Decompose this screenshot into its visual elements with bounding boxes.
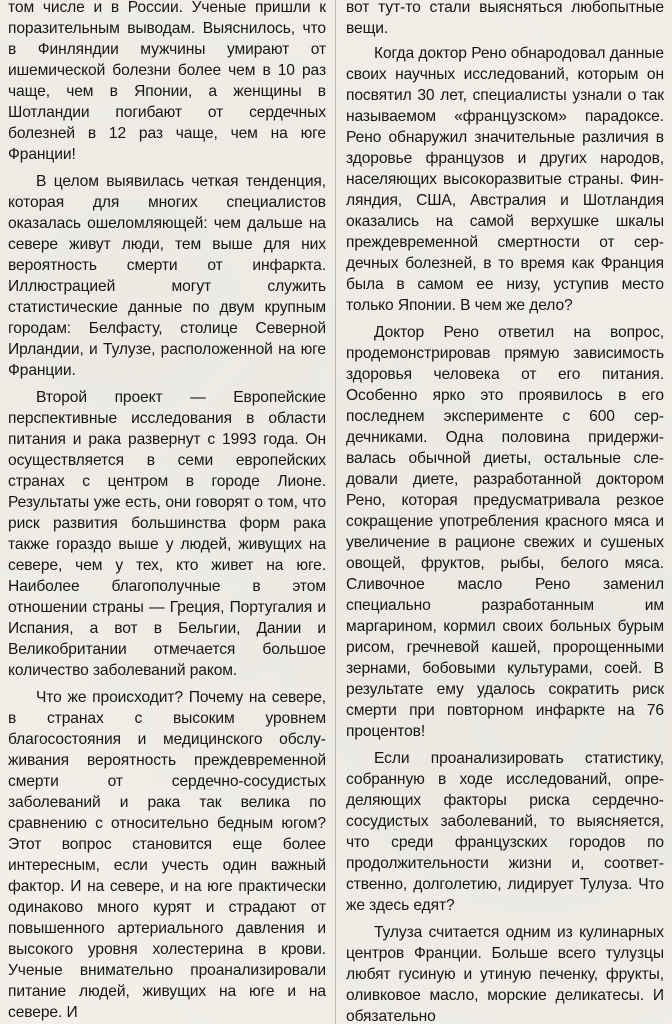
paragraph: Когда доктор Рено обнародовал данные своих научных исследований, которым он посвятил 30 лет, специалисты узнали о так называемом «французском» парадоксе. Рено обнаружил значительные различия в здоровье французов и других народов, населяющих высокоразвитые страны. Финляндия, США, Австралия и Шотландия оказались на самой верхушке шкалы преждевременной смертности от сердечных болезней, в то время как Франция была в самом ее низу, уступив место только Японии. В чем же дело? [346,45,664,314]
paragraph: Доктор Рено ответил на вопрос, продемонстрировав прямую зависимость здоровья человека от его питания. Особенно ярко это проявилось в его последнем эксперименте с 600 сердечниками. Одна половина придерживалась обычной диеты, остальные следовали диете, разработанной доктором Рено, которая предусматривала резкое сокращение употребления красного мяса и увеличение в рационе свежих и сушеных овощей, фруктов, рыбы, белого мяса. Сливочное масло Рено заменил специально разработанным им маргарином, кормил своих больных бурым рисом, гречневой кашей, пророщенными зернами, бобовыми культурами, соей. В результате ему удалось сократить риск смерти при повторном инфаркте на 76 процентов! [346,324,664,740]
paragraph: В целом выявилась четкая тенденция, которая для многих специалистов оказалась ошеломляющей: чем дальше на севере живут люди, тем выше для них вероятность смерти от инфаркта. Иллюстрацией могут служить статистические данные по двум крупным городам: Белфасту, столице Северной Ирландии, и Тулузе, расположенной на юге Франции. [8,173,326,379]
paragraph: Что же происходит? Почему на севере, в странах с высоким уровнем благосостояния и медицинского обслуживания вероятность преждевременной смерти от сердечно-сосудистых заболеваний и рака так велика по сравнению с относительно бедным югом? Этот вопрос становится еще более интересным, если учесть один важный фактор. И на севере, и на юге практически одинаково много курят и страдают от повышенного артериального давления и высокого уровня холестерина в крови. Ученые внимательно проанализировали питание людей, живущих на юге и на севере. И [8,689,326,1021]
paragraph: Тулуза считается одним из кулинарных центров Франции. Больше всего тулузцы любят гусиную и утиную печенку, фрукты, оливковое масло, морские деликатесы. И обязательно [346,924,664,1024]
left-column [8,0,326,1024]
paragraph: Второй проект — Европейские перспективные исследования в области питания и рака развернут с 1993 года. Он осуществляется в семи европейских странах с центром в городе Лионе. Результаты уже есть, они говорят о том, что риск развития большинства форм рака также гораздо выше у людей, живущих на севере, чем у тех, кто живет на юге. Наиболее благополучные в этом отношении страны — Греция, Португалия и Испания, а вот в Бельгии, Дании и Великобритании отмечается большое количество заболеваний раком. [8,389,326,679]
paragraph: Если проанализировать статистику, собранную в ходе исследований, определяющих факторы риска сердечнососудистых заболеваний, то выясняется, что среди французских городов по продолжительности жизни и, соответственно, долголетию, лидирует Тулуза. Что же здесь едят? [346,750,664,914]
paragraph: том числе и в России. Ученые пришли к поразительным выводам. Выяснилось, что в Финляндии мужчины умирают от ишемической болезни более чем в 10 раз чаще, чем в Японии, а женщины в Шотландии погибают от сердечных болезней в 12 раз чаще, чем на юге Франции! [8,0,326,163]
paragraph: вот тут-то стали выясняться любопытные вещи. [346,0,664,37]
column-divider [335,0,336,1024]
right-column [346,0,664,1024]
